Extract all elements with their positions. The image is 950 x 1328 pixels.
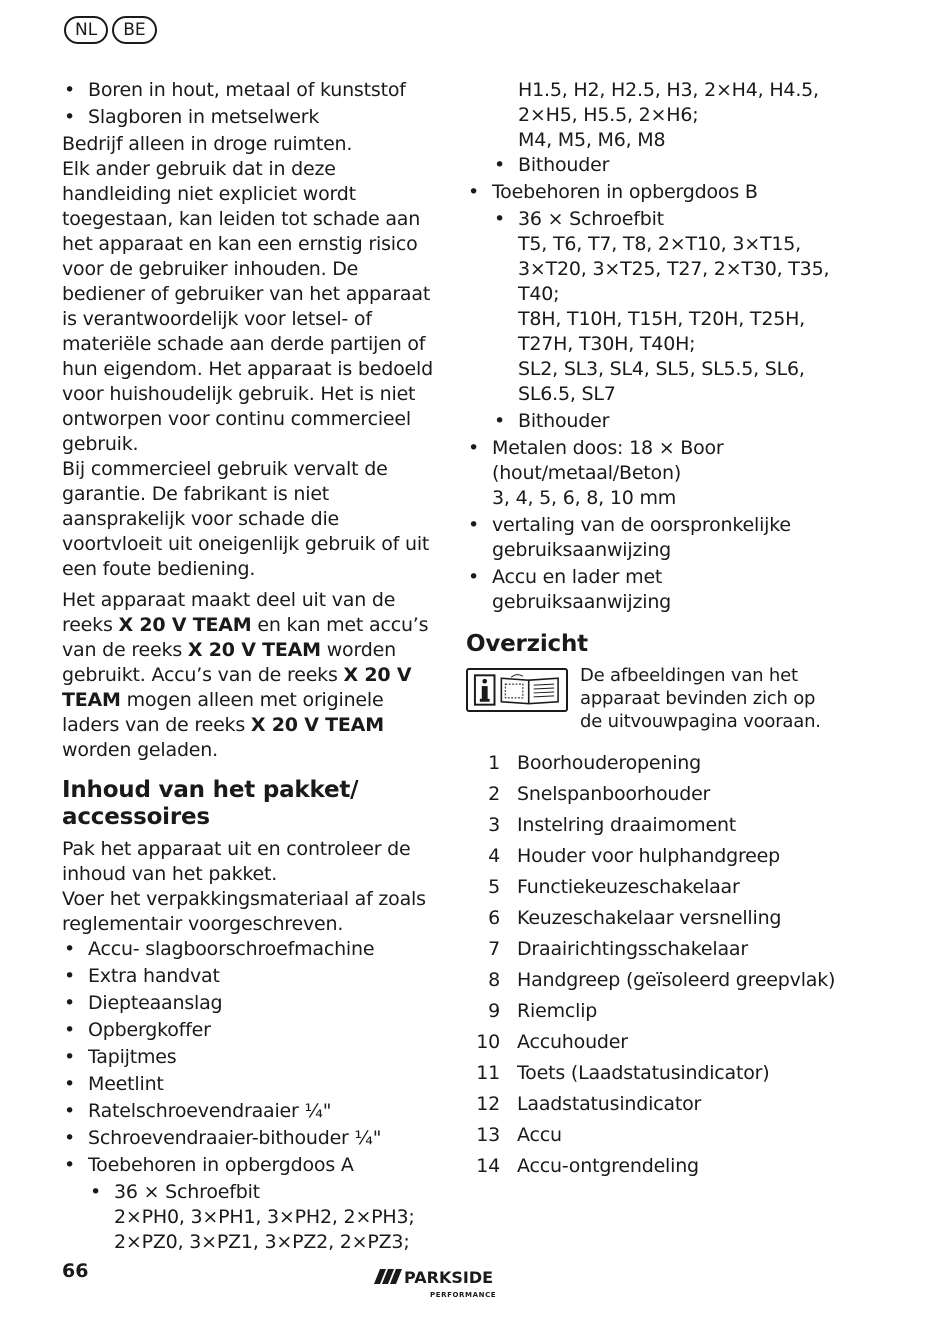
overview-number: 12 [476,1093,500,1115]
list-item: • vertaling van de oorspronkelijke gebruiksaanwijzing [466,513,838,563]
parkside-logo-mark [374,1266,524,1302]
box-a-sublist [88,1180,434,1255]
list-item: • Extra handvat [62,964,434,989]
overview-number: 9 [488,1000,500,1022]
overview-label: Functiekeuzeschakelaar [517,876,740,898]
overview-number: 3 [488,814,500,836]
paragraph-series: Het apparaat maakt deel uit van de reeks X 20 V TEAM en kan met accu’s van de reeks X 20 V TEAM worden gebruikt. Accu’s van de reeks X 20 V TEAM mogen alleen met originele laders van de reeks X 20 V TEAM worden geladen. [62,589,429,761]
lang-badge-be: BE [112,16,156,44]
overview-label: Snelspanboorhouder [517,783,711,805]
box-a-continuation: H1.5, H2, H2.5, H3, 2×H4, H4.5, 2×H5, H5.5, 2×H6; M4, M5, M6, M8 [518,79,819,151]
list-item: • Slagboren in metselwerk [62,105,434,130]
overview-label: Toets (Laadstatusindicator) [517,1062,770,1084]
info-book-icon [472,672,562,708]
language-badges [64,16,157,44]
list-item: • Ratelschroevendraaier ¼" [62,1099,434,1124]
list-item: • Diepteaanslag [62,991,434,1016]
list-item: • Bithouder [492,409,838,434]
page-number: 66 [62,1260,89,1282]
paragraph-dispose: Voer het verpakkingsmateriaal af zoals reglementair voorgeschreven. [62,888,426,935]
overview-label: Draairichtingsschakelaar [517,938,748,960]
list-item: • 36 × Schroefbit 2×PH0, 3×PH1, 3×PH2, 2×PH3; 2×PZ0, 3×PZ1, 3×PZ2, 2×PZ3; [88,1180,434,1255]
list-item: • 36 × Schroefbit T5, T6, T7, T8, 2×T10, 3×T15, 3×T20, 3×T25, T27, 2×T30, T35, T40; T8H, T10H, T15H, T20H, T25H, T27H, T30H, T40H; SL2, SL3, SL4, SL5, SL5.5, SL6, SL6.5, SL7 [492,207,838,407]
list-item: • Bithouder [492,153,838,178]
overview-label: Accu [517,1124,562,1146]
series-name: X 20 V TEAM [187,639,321,661]
contents-list [62,937,434,1255]
overview-number: 13 [476,1124,500,1146]
section-heading-overview: Overzicht [466,631,588,657]
series-name: X 20 V TEAM [118,614,252,636]
list-item: • Schroevendraaier-bithouder ¼" [62,1126,434,1151]
info-book-icon [466,668,568,712]
info-note [466,664,838,733]
brand-sub: PERFORMANCE [430,1291,497,1299]
list-item: • Toebehoren in opbergdoos A • 36 × Schroefbit 2×PH0, 3×PH1, 3×PH2, 2×PH3; 2×PZ0, 3×PZ1, 3×PZ2, 2×PZ3; [62,1153,434,1255]
brand-name: PARKSIDE [404,1268,494,1287]
paragraph-unpack: Pak het apparaat uit en controleer de inhoud van het pakket. [62,838,411,885]
parkside-logo [374,1266,524,1306]
overview-number: 6 [488,907,500,929]
overview-number: 1 [488,752,500,774]
overview-number: 11 [476,1062,500,1084]
list-item: • Metalen doos: 18 × Boor (hout/metaal/Beton) 3, 4, 5, 6, 8, 10 mm [466,436,838,511]
list-item: • Accu en lader met gebruiksaanwijzing [466,565,838,615]
series-name: X 20 V TEAM [62,664,412,711]
intended-use-list [62,78,434,130]
overview-label: Keuzeschakelaar versnelling [517,907,782,929]
info-text: De afbeeldingen van het apparaat bevinden zich op de uitvouwpagina vooraan. [580,665,821,732]
overview-label: Laadstatusindicator [517,1093,702,1115]
paragraph-misuse: Elk ander gebruik dat in deze handleiding niet expliciet wordt toegestaan, kan leiden tot schade aan het apparaat en kan een ernstig risico voor de gebruiker inhouden. De bediener of gebruiker van het apparaat is verantwoordelijk voor letsel- of materiële schade aan derde partijen of hun eigendom. Het apparaat is bedoeld voor huishoudelijk gebruik. Het is niet ontworpen voor continu commercieel gebruik. [62,158,433,455]
overview-number: 4 [488,845,500,867]
overview-label: Riemclip [517,1000,598,1022]
accessories-list [466,180,838,615]
overview-number: 7 [488,938,500,960]
overview-number: 2 [488,783,500,805]
right-column [466,78,838,1179]
overview-label: Accuhouder [517,1031,628,1053]
section-heading-contents: Inhoud van het pakket/ accessoires [62,777,359,830]
list-item: • Meetlint [62,1072,434,1097]
series-name: X 20 V TEAM [250,714,384,736]
overview-number: 5 [488,876,500,898]
overview-number: 8 [488,969,500,991]
lang-badge-nl: NL [64,16,108,44]
paragraph-warranty: Bij commercieel gebruik vervalt de garantie. De fabrikant is niet aansprakelijk voor schade die voortvloeit uit oneigenlijk gebruik of uit een foute bediening. [62,458,430,580]
list-item: • Boren in hout, metaal of kunststof [62,78,434,103]
list-item: • Accu- slagboorschroefmachine [62,937,434,962]
overview-number: 10 [476,1031,500,1053]
list-item: • Opbergkoffer [62,1018,434,1043]
overview-label: Instelring draaimoment [517,814,737,836]
overview-list [466,751,838,1179]
box-a-tail [492,153,838,178]
paragraph-dry-rooms: Bedrijf alleen in droge ruimten. [62,133,353,155]
box-b-sublist [492,207,838,434]
overview-label: Houder voor hulphandgreep [517,845,781,867]
left-column [62,78,434,1257]
overview-label: Boorhouderopening [517,752,702,774]
overview-label: Handgreep (geïsoleerd greepvlak) [517,969,836,991]
list-item: • Tapijtmes [62,1045,434,1070]
overview-label: Accu-ontgrendeling [517,1155,699,1177]
list-item: • Toebehoren in opbergdoos B • 36 × Schroefbit T5, T6, T7, T8, 2×T10, 3×T15, 3×T20, 3×T25, T27, 2×T30, T35, T40; T8H, T10H, T15H, T20H, T25H, T27H, T30H, T40H; SL2, SL3, SL4, SL5, SL5.5, SL6, SL6.5, SL7 • Bithouder [466,180,838,434]
overview-number: 14 [476,1155,500,1177]
